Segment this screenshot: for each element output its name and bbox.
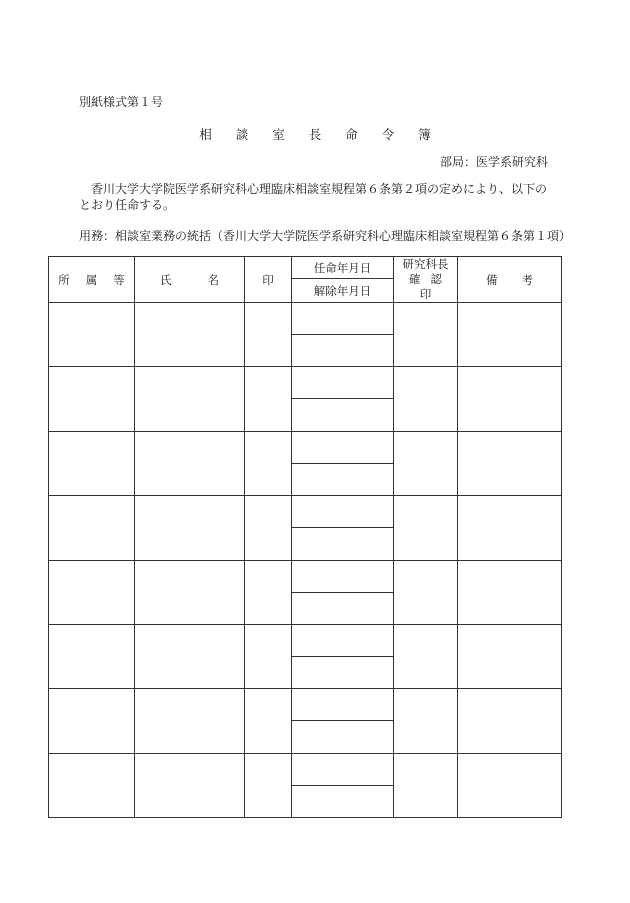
cell-appointment-date[interactable] [292, 624, 394, 656]
cell-name[interactable] [135, 689, 245, 753]
entry-row [49, 431, 562, 463]
cell-remarks[interactable] [458, 689, 562, 753]
title-char: 談 [235, 127, 249, 142]
header-remarks: 備 考 [458, 257, 562, 303]
cell-affiliation[interactable] [49, 560, 135, 624]
cell-release-date[interactable] [292, 399, 394, 431]
cell-name[interactable] [135, 560, 245, 624]
document-title [0, 125, 630, 143]
entry-row [49, 753, 562, 785]
cell-seal[interactable] [245, 560, 292, 624]
header-seal: 印 [245, 257, 292, 303]
cell-remarks[interactable] [458, 496, 562, 560]
cell-affiliation[interactable] [49, 303, 135, 367]
cell-name[interactable] [135, 496, 245, 560]
cell-release-date[interactable] [292, 528, 394, 560]
cell-confirmation[interactable] [394, 431, 458, 495]
appointment-register-table [48, 256, 562, 818]
header-dean-confirmation: 研究科長 確 認 印 [394, 257, 458, 303]
cell-remarks[interactable] [458, 303, 562, 367]
cell-confirmation[interactable] [394, 496, 458, 560]
cell-seal[interactable] [245, 303, 292, 367]
cell-remarks[interactable] [458, 367, 562, 431]
title-char: 相 [199, 127, 212, 142]
entry-row [49, 689, 562, 721]
cell-seal[interactable] [245, 496, 292, 560]
cell-confirmation[interactable] [394, 753, 458, 817]
cell-appointment-date[interactable] [292, 689, 394, 721]
title-char: 簿 [418, 127, 431, 142]
cell-confirmation[interactable] [394, 624, 458, 688]
entry-row [49, 496, 562, 528]
title-char: 命 [345, 127, 358, 142]
cell-appointment-date[interactable] [292, 431, 394, 463]
entry-row [49, 624, 562, 656]
cell-remarks[interactable] [458, 560, 562, 624]
cell-appointment-date[interactable] [292, 303, 394, 335]
cell-affiliation[interactable] [49, 624, 135, 688]
header-appointment-date: 任命年月日 [292, 257, 394, 279]
cell-confirmation[interactable] [394, 367, 458, 431]
header-name: 氏 名 [135, 257, 245, 303]
title-char: 長 [308, 127, 322, 142]
cell-affiliation[interactable] [49, 367, 135, 431]
cell-name[interactable] [135, 303, 245, 367]
header-affiliation: 所 属 等 [49, 257, 135, 303]
cell-seal[interactable] [245, 367, 292, 431]
cell-confirmation[interactable] [394, 303, 458, 367]
cell-seal[interactable] [245, 431, 292, 495]
cell-release-date[interactable] [292, 721, 394, 753]
cell-release-date[interactable] [292, 656, 394, 688]
cell-remarks[interactable] [458, 431, 562, 495]
department-label: 部局：医学系研究科 [439, 155, 548, 169]
duty-description: 用務：相談室業務の統括（香川大学大学院医学系研究科心理臨床相談室規程第６条第１項） [79, 229, 572, 243]
cell-remarks[interactable] [458, 753, 562, 817]
cell-appointment-date[interactable] [292, 496, 394, 528]
entry-row [49, 367, 562, 399]
appointment-statement: 香川大学大学院医学系研究科心理臨床相談室規程第６条第２項の定めにより、以下のとおり任命する。 [79, 182, 548, 212]
cell-release-date[interactable] [292, 785, 394, 817]
title-char: 令 [381, 127, 395, 142]
cell-seal[interactable] [245, 689, 292, 753]
cell-release-date[interactable] [292, 335, 394, 367]
cell-appointment-date[interactable] [292, 753, 394, 785]
cell-affiliation[interactable] [49, 689, 135, 753]
cell-name[interactable] [135, 753, 245, 817]
cell-affiliation[interactable] [49, 496, 135, 560]
cell-name[interactable] [135, 431, 245, 495]
cell-confirmation[interactable] [394, 689, 458, 753]
header-release-date: 解除年月日 [292, 279, 394, 303]
cell-appointment-date[interactable] [292, 367, 394, 399]
cell-affiliation[interactable] [49, 753, 135, 817]
cell-remarks[interactable] [458, 624, 562, 688]
cell-seal[interactable] [245, 753, 292, 817]
cell-confirmation[interactable] [394, 560, 458, 624]
form-number: 別紙様式第１号 [79, 95, 164, 109]
cell-release-date[interactable] [292, 463, 394, 495]
cell-name[interactable] [135, 624, 245, 688]
title-char: 室 [272, 127, 285, 142]
cell-name[interactable] [135, 367, 245, 431]
cell-seal[interactable] [245, 624, 292, 688]
cell-release-date[interactable] [292, 592, 394, 624]
cell-appointment-date[interactable] [292, 560, 394, 592]
entry-row [49, 560, 562, 592]
cell-affiliation[interactable] [49, 431, 135, 495]
entry-row [49, 303, 562, 335]
